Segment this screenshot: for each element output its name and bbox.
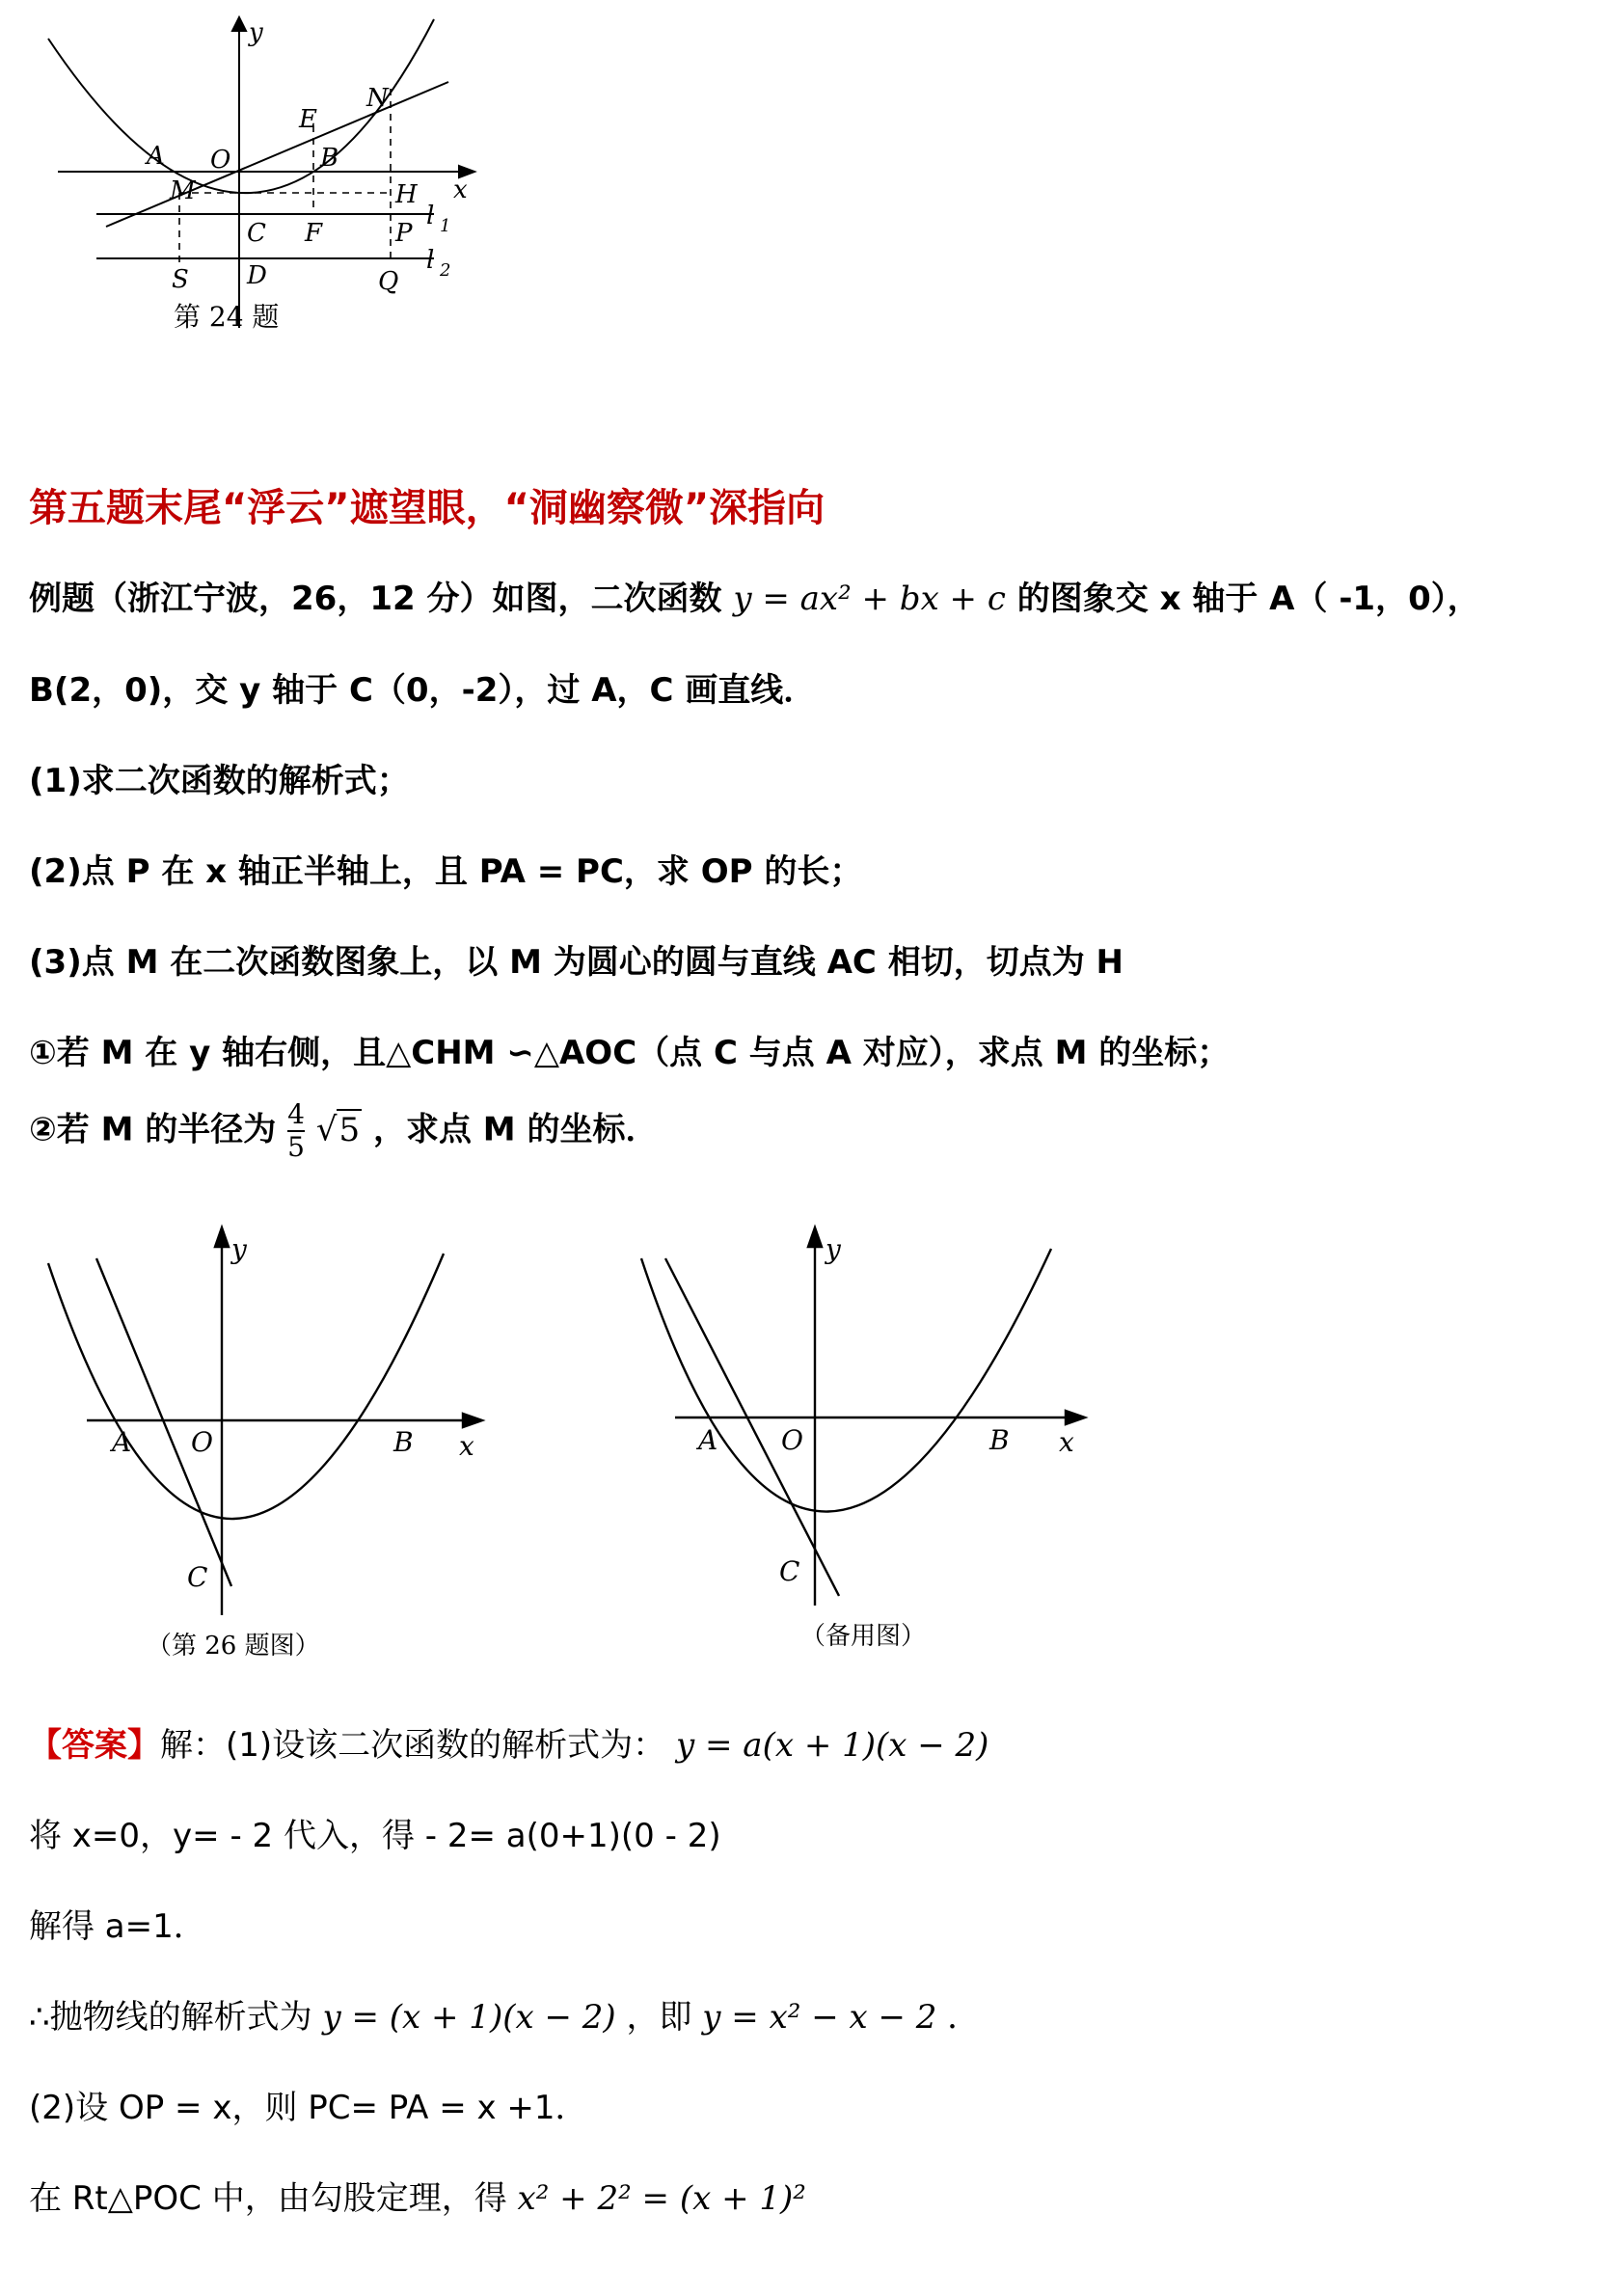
answer-line-3: 解得 a=1． (29, 1907, 206, 1946)
question-3a: ①若 M 在 y 轴右侧，且△CHM ∽△AOC（点 C 与点 A 对应），求点 M 的坐标； (29, 1034, 1231, 1072)
answer-4-formula-1: y = (x + 1)(x − 2) (322, 1998, 616, 2037)
figure-26-caption: （第 26 题图） (147, 1632, 320, 1660)
answer-1-text: 解：(1)设该二次函数的解析式为： (160, 1726, 666, 1765)
answer-line-5: (2)设 OP = x，则 PC= PA = x +1． (29, 2089, 588, 2127)
question-3: (3)点 M 在二次函数图象上，以 M 为圆心的圆与直线 AC 相切，切点为 H (29, 943, 1123, 982)
label-y: y (249, 18, 263, 47)
label-x: x (459, 1430, 474, 1462)
label-c: C (779, 1555, 800, 1587)
answer-line-6 (29, 2172, 806, 2219)
figure-26-main (39, 1220, 501, 1673)
label-y: y (826, 1233, 841, 1265)
label-b: B (393, 1426, 414, 1458)
label-n: N (366, 84, 389, 113)
question-3b (29, 1099, 658, 1163)
answer-6-text: 在 Rt△POC 中，由勾股定理，得 (29, 2179, 507, 2218)
label-l1: l (426, 202, 435, 230)
figure-24 (29, 10, 482, 338)
label-m: M (170, 176, 196, 205)
label-x: x (453, 176, 468, 204)
label-p: P (395, 219, 413, 248)
fraction-denominator: 5 (287, 1131, 305, 1163)
sqrt-5: √5 (315, 1110, 361, 1149)
answer-4-formula-2: y = x² − x − 2 (702, 1998, 937, 2037)
answer-4-text: ∴抛物线的解析式为 (29, 1998, 312, 2037)
fraction-4-5 (287, 1099, 305, 1163)
answer-1-formula: y = a(x + 1)(x − 2) (675, 1726, 989, 1765)
example-formula: y = ax² + bx + c (733, 580, 1006, 618)
label-o: O (191, 1426, 213, 1458)
answer-line-1 (29, 1718, 988, 1766)
label-h: H (395, 180, 418, 209)
label-d: D (247, 261, 267, 290)
label-a: A (112, 1426, 132, 1458)
x-axis-arrow (463, 1414, 482, 1427)
label-l1-sub: 1 (440, 216, 451, 236)
y-axis-arrow (232, 17, 246, 31)
fraction-numerator: 4 (287, 1098, 305, 1130)
label-c: C (247, 219, 266, 248)
label-b: B (989, 1424, 1010, 1456)
line-ac (665, 1258, 839, 1596)
question-2: (2)点 P 在 x 轴正半轴上，且 PA = PC，求 OP 的长； (29, 852, 863, 891)
example-suffix: 的图象交 x 轴于 A（ -1，0）， (1016, 580, 1480, 618)
y-axis-arrow (215, 1228, 229, 1247)
label-a: A (147, 142, 165, 171)
example-line-1 (29, 572, 1480, 619)
answer-4-mid: ，即 (626, 1998, 692, 2037)
question-1: (1)求二次函数的解析式； (29, 762, 410, 800)
answer-line-2: 将 x=0，y= - 2 代入，得 - 2= a(0+1)(0 - 2) (29, 1817, 721, 1855)
label-o: O (210, 146, 231, 175)
q3b-suffix: ，求点 M 的坐标． (372, 1110, 659, 1149)
radicand: 5 (338, 1110, 361, 1149)
parabola-curve (48, 1254, 444, 1519)
label-e: E (299, 105, 317, 134)
label-l2-sub: 2 (440, 260, 451, 281)
figure-26-spare (627, 1220, 1090, 1673)
label-b: B (320, 144, 339, 173)
x-axis-arrow (1066, 1411, 1085, 1424)
label-y: y (231, 1233, 247, 1265)
answer-tag: 【答案】 (29, 1726, 160, 1765)
answer-line-4 (29, 1990, 980, 2038)
answer-6-formula: x² + 2² = (x + 1)² (517, 2179, 806, 2218)
example-line-2: B(2，0)，交 y 轴于 C（0，-2），过 A，C 画直线． (29, 671, 817, 710)
label-f: F (305, 219, 323, 248)
spare-figure-caption: （备用图） (800, 1622, 927, 1651)
answer-4-end: ． (947, 1998, 981, 2037)
q3b-prefix: ②若 M 的半径为 (29, 1110, 277, 1149)
y-axis-arrow (808, 1228, 822, 1247)
label-x: x (1059, 1426, 1074, 1458)
figure-24-caption: 第 24 题 (174, 301, 280, 333)
label-c: C (187, 1561, 208, 1593)
label-o: O (781, 1424, 803, 1456)
section-heading: 第五题末尾“浮云”遮望眼，“洞幽察微”深指向 (29, 486, 826, 530)
label-l2: l (426, 246, 435, 275)
label-s: S (172, 265, 189, 294)
parabola-curve (641, 1249, 1051, 1512)
label-q: Q (378, 267, 399, 296)
label-a: A (698, 1424, 718, 1456)
example-prefix: 例题（浙江宁波，26，12 分）如图，二次函数 (29, 580, 722, 618)
